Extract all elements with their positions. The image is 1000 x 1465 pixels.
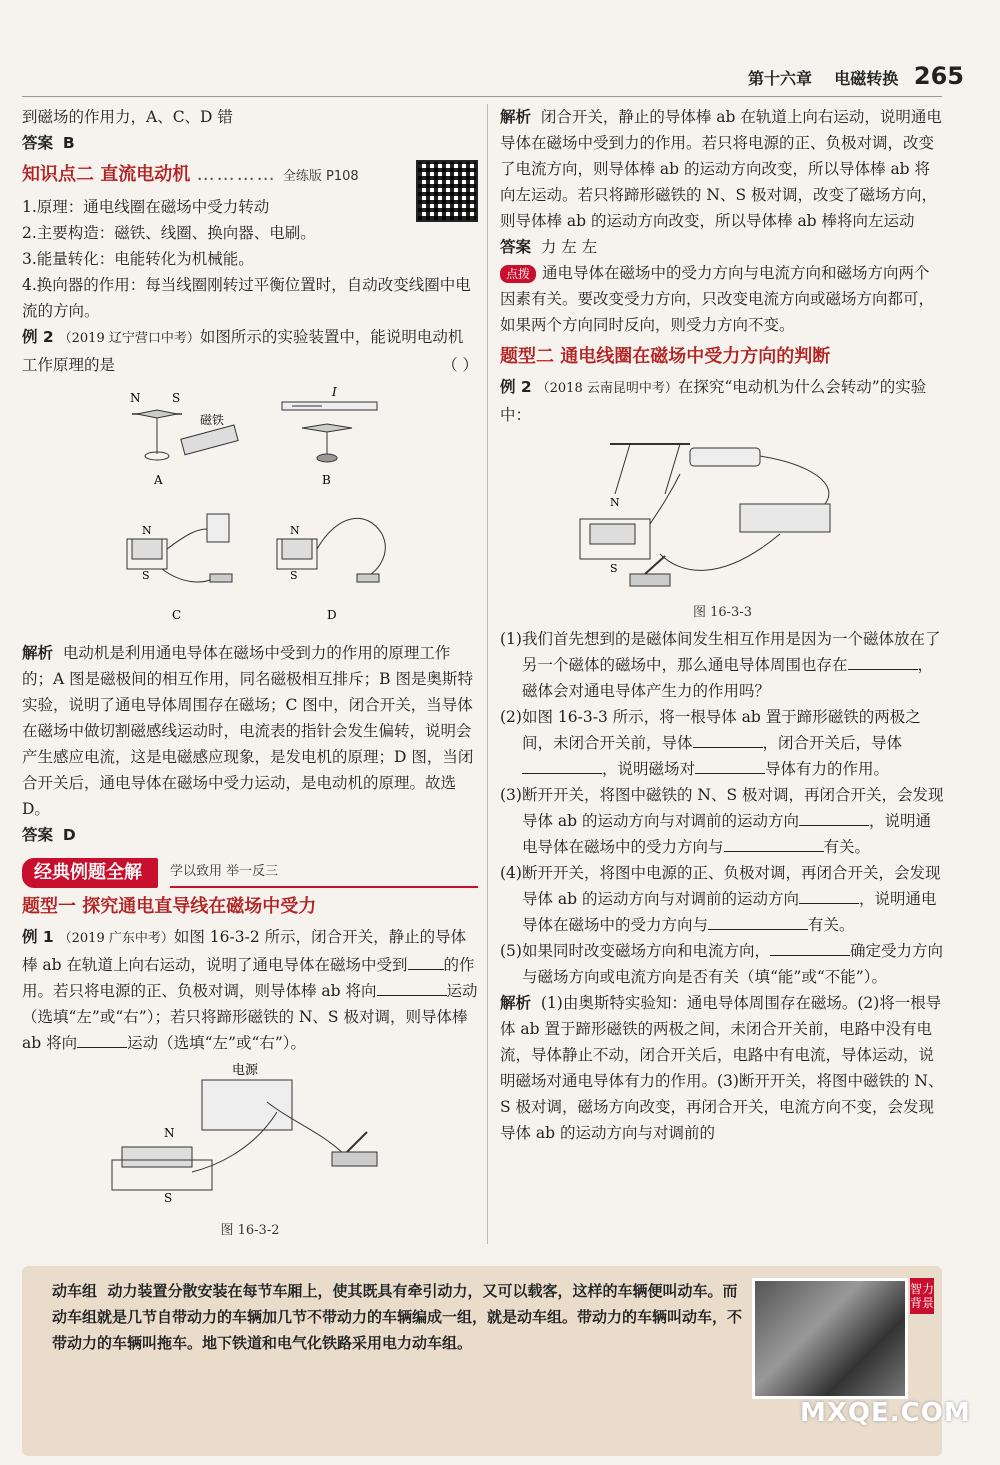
footer-text: 动车组 动力装置分散安装在每节车厢上，使其既具有牵引动力，又可以载客，这样的车辆便叫动车。而动车组就是几节自带动力的车辆加几节不带动力的车辆编成一组，就是动车组。带动力的车辆叫动车，不带动力的车辆叫拖车。地下铁道和电气化铁路采用电力动车组。 [52,1282,743,1352]
header-rule [22,96,942,97]
svg-text:N: N [610,496,620,509]
blank[interactable] [724,835,824,852]
page-header [748,62,964,90]
footer-tag: 智力背景 [910,1278,934,1314]
continued-text: 到磁场的作用力，A、C、D 错 [22,108,233,126]
kp-item: 3.能量转化：电能转化为机械能。 [22,250,254,268]
analysis-1: 解析 电动机是利用通电导体在磁场中受到力的作用的原理工作的；A 图是磁极间的相互作用，同名磁极相互排斥；B 图是奥斯特实验，说明了通电导体周围存在磁场；C 图中，闭合开关，当导体在磁场中做切割磁感线运动时，电流表的指针会发生偏转，说明会产生感应电流，这是电磁感应现象，是发电机的原理；D 图，当闭合开关后，通电导体在磁场中受力运动，是电动机的原理。故选 D。 [22,644,474,818]
right-column [500,104,945,1146]
figure-16-3-2 [92,1062,412,1212]
left-column [22,104,478,1244]
kp-item: 2.主要构造：磁铁、线圈、换向器、电刷。 [22,224,316,242]
kp-item: 1.原理：通电线圈在磁场中受力转动 [22,198,270,216]
type1-title: 题型一 探究通电直导线在磁场中受力 [22,896,317,917]
blank[interactable] [708,913,808,930]
type2-title: 题型二 通电线圈在磁场中受力方向的判断 [500,346,831,367]
page-number: 265 [913,62,964,90]
label-c: C [172,608,182,622]
analysis-ex1: 解析 闭合开关，静止的导体棒 ab 在轨道上向右运动，说明通电导体在磁场中受到力的作用。若只将电源的正、负极对调，改变了电流方向，则导体棒 ab 的运动方向改变，所以导体棒 ab 将向左运动。若只将蹄形磁铁的 N、S 极对调，改变了磁场方向，则导体棒 ab 的运动方向改变，所以导体棒 ab 棒将向左运动 [500,108,942,230]
knowledge-point-title: 知识点二 直流电动机 ………… 全练版 P108 [22,162,478,190]
label-b: B [322,473,331,487]
example-2-right: 例 2 （2018 云南昆明中考）在探究“电动机为什么会转动”的实验中： [500,378,927,424]
blank[interactable] [848,653,918,670]
question-5: (5)如果同时改变磁场方向和电流方向， 确定受力方向与磁场方向或电流方向是否有关（填“能”或“不能”）。 [500,938,945,990]
qr-code-icon[interactable] [416,160,478,222]
svg-text:S: S [290,569,298,582]
tip: 点拨 通电导体在磁场中的受力方向与电流方向和磁场方向两个因素有关。要改变受力方向，只改变电流方向或磁场方向都可，如果两个方向同时反向，则受力方向不变。 [500,264,935,334]
svg-text:S: S [142,569,150,582]
blank[interactable] [799,887,859,904]
column-divider [487,104,488,1244]
tip-badge: 点拨 [500,265,536,283]
label-s: S [172,391,181,405]
answer-2: 答案 D [22,826,76,844]
blank[interactable] [799,809,869,826]
blank[interactable] [770,939,850,956]
answer-top: 答案 B [22,134,75,152]
label-magnet: 磁铁 [200,413,225,427]
question-1: (1)我们首先想到的是磁体间发生相互作用是因为一个磁体放在了另一个磁体的磁场中，那么通电导体周围也存在 ，磁体会对通电导体产生力的作用吗？ [500,630,941,700]
answer-ex1: 答案 力 左 左 [500,238,598,256]
section-label: 电磁转换 [834,69,899,88]
example-1: 例 1 （2019 广东中考）如图 16-3-2 所示，闭合开关，静止的导体棒 ab 在轨道上向右运动，说明了通电导体在磁场中受到 的作用。若只将电源的正、负极对调，则导体棒 ab 将向 运动（选填“左”或“右”）；若只将蹄形磁铁的 N、S 极对调，则导体棒 ab 将向 运动（选填“左”或“右”）。 [22,928,478,1052]
analysis-ex2: 解析 (1)由奥斯特实验知：通电导体周围存在磁场。(2)将一根导体 ab 置于蹄形磁铁的两极之间，未闭合开关前，电路中没有电流，导体静止不动，闭合开关后，电路中有电流，导体运动，说明磁场对通电导体有力的作用。(3)断开开关，将图中磁铁的 N、S 极对调，磁场方向改变，再闭合开关，电流方向不变，会发现导体 ab 的运动方向与对调前的 [500,994,944,1142]
figure-16-3-3 [570,434,870,594]
svg-text:S: S [610,562,618,575]
blank[interactable] [77,1031,127,1048]
kp-item: 4.换向器的作用：每当线圈刚转过平衡位置时，自动改变线圈中电流的方向。 [22,276,471,320]
blank[interactable] [522,757,602,774]
question-3: (3)断开开关，将图中磁铁的 N、S 极对调，再闭合开关，会发现导体 ab 的运动方向与对调前的运动方向 ，说明通电导体在磁场中的受力方向与 有关。 [500,786,944,856]
figure-caption: 图 16-3-2 [220,1223,280,1238]
blank[interactable] [693,731,763,748]
label-n: N [130,391,141,405]
watermark: MXQE.COM [800,1398,971,1428]
label-a: A [154,473,163,487]
blank[interactable] [408,953,444,970]
chapter-label: 第十六章 [748,69,813,88]
question-4: (4)断开开关，将图中电源的正、负极对调，再闭合开关，会发现导体 ab 的运动方向与对调前的运动方向 ，说明通电导体在磁场中的受力方向与 有关。 [500,864,941,934]
blank[interactable] [695,757,765,774]
footer-term: 动车组 [52,1282,98,1300]
blank[interactable] [377,979,447,996]
svg-text:N: N [290,524,300,537]
svg-text:S: S [164,1191,173,1205]
label-i: I [332,385,337,399]
svg-text:N: N [142,524,152,537]
figure-abcd [112,384,412,634]
figure-caption: 图 16-3-3 [692,605,752,620]
examples-banner: 经典例题全解 学以致用 举一反三 [22,858,478,888]
label-d: D [327,608,337,622]
power-label: 电源 [232,1063,259,1078]
example-2: 例 2 （2019 辽宁营口中考）如图所示的实验装置中，能说明电动机工作原理的是 （ ） [22,328,478,374]
train-photo [752,1278,908,1399]
svg-text:N: N [164,1126,175,1140]
question-2: (2)如图 16-3-3 所示，将一根导体 ab 置于蹄形磁铁的两极之间，未闭合开关前，导体 ，闭合开关后，导体，说明磁场对 导体有力的作用。 [500,708,921,778]
